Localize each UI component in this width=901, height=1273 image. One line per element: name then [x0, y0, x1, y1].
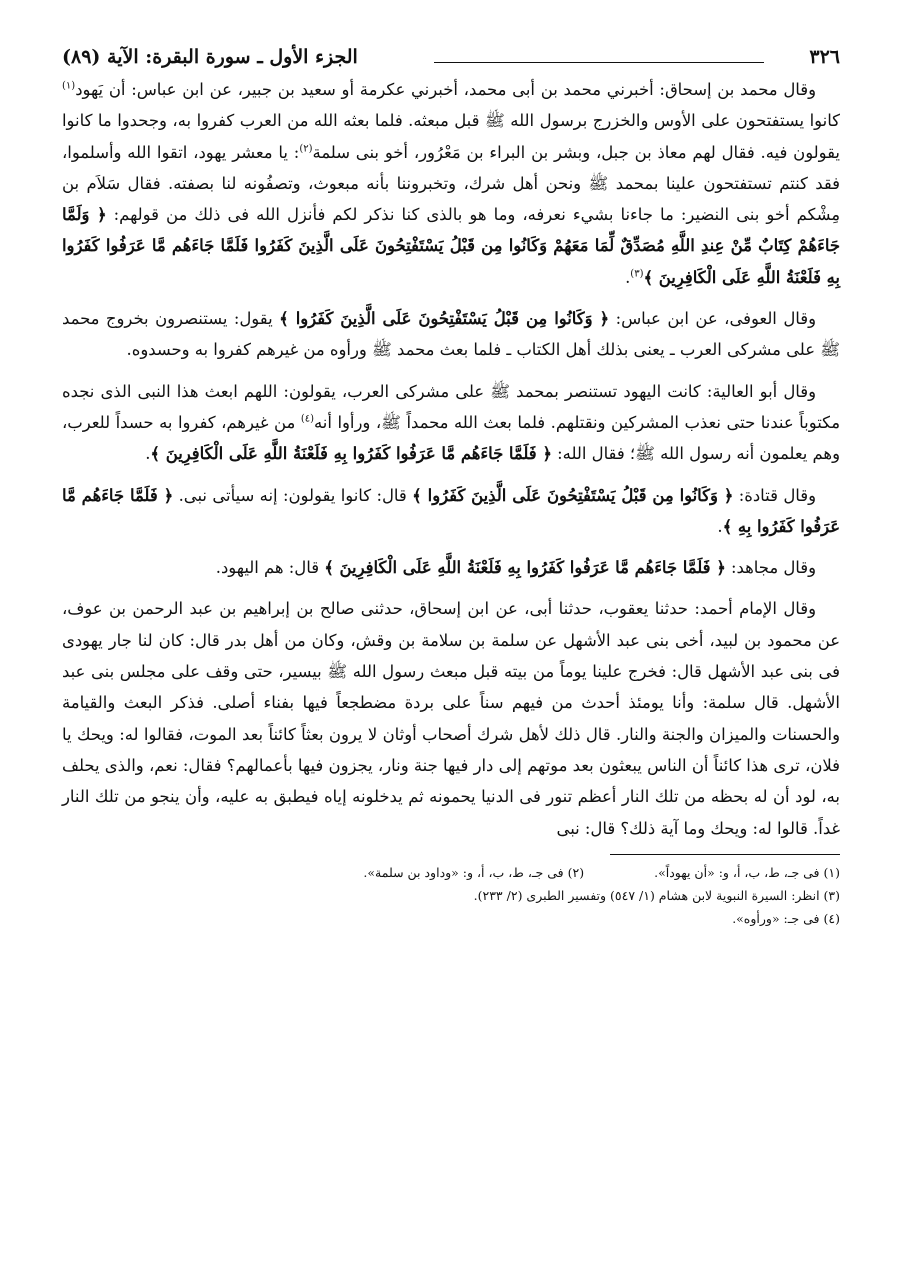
text-run: وقال قتادة: — [733, 485, 816, 505]
text-run: يقول: يستنصرون بخروج محمد ﷺ على مشركى العرب ـ يعنى بذلك أهل الكتاب ـ فلما بعث محمد ﷺ ورأوه من غيرهم كفروا به وحسدوه. — [62, 309, 840, 360]
paragraph — [62, 480, 840, 543]
paragraph — [62, 74, 840, 293]
footnotes — [62, 861, 840, 930]
header-rule — [434, 62, 764, 63]
quran-verse: ﴿ وَكَانُوا مِن قَبْلُ يَسْتَفْتِحُونَ عَلَى الَّذِينَ كَفَرُوا ﴾ — [412, 485, 734, 505]
page-number: ٣٢٦ — [809, 46, 840, 68]
text-run: . — [717, 516, 723, 536]
text-run: وقال مجاهد: — [725, 558, 816, 578]
footnote-marker: (٤) — [300, 413, 315, 425]
footnote-4: (٤) فى جـ: «ورأوه». — [732, 910, 840, 926]
footnote-marker: (٢) — [299, 143, 313, 155]
quran-verse: ﴿ فَلَمَّا جَاءَهُم مَّا عَرَفُوا كَفَرُوا بِهِ ﴾ — [62, 485, 840, 536]
text-run: وقال الإمام أحمد: حدثنا يعقوب، حدثنا أبى، عن ابن إسحاق، حدثنى صالح بن إبراهيم بن عبد الرحمن بن عوف، عن محمود بن لبيد، أخى بنى عبد الأشهل عن سلمة بن سلامة بن وقش، وكان من أهل بدر قال: كان لنا جار يهودى فى بنى عبد الأشهل قال: فخرج علينا يوماً من بيته قبل مبعث رسول الله ﷺ بيسير، حتى وقف على مجلس بنى عبد الأشهل. قال سلمة: وأنا يومئذ أحدث من فيهم سناً على بردة مضطجعاً فيها بفناء أصلى. فذكر البعث والقيامة والحسنات والميزان والجنة والنار. قال ذلك لأهل شرك أصحاب أوثان لا يرون بعثاً كائناً بعد الموت، فقالوا له: ويحك يا فلان، ترى هذا كائناً أن الناس يبعثون بعد موتهم إلى دار فيها جنة ونار، يجزون فيها بأعمالهم؟ فقال: نعم، والذى يحلف به، لود أن له بحظه من تلك النار أعظم تنور فى الدنيا يحمونه ثم يدخلونه إياه فيطبق به عليه، وأن ينجو من تلك النار غداً. قالوا له: ويحك وما آية ذلك؟ قال: نبى — [62, 599, 840, 838]
text-run: كانوا يستفتحون على الأوس والخزرج برسول الله ﷺ قبل مبعثه. فلما بعثه الله من العرب كفروا به، وجحدوا ما كانوا يقولون فيه. فقال لهم معاذ بن جبل، وبشر بن البراء بن مَعْرُور، أخو بنى سلمة — [62, 111, 840, 162]
footnote-marker: (٣) — [630, 268, 644, 280]
paragraph — [62, 552, 840, 583]
running-title: الجزء الأول ـ سورة البقرة: الآية (٨٩) — [62, 46, 358, 68]
text-run: من غيرهم، كفروا به حسداً للعرب، وهم يعلمون أنه رسول الله ﷺ؛ فقال الله: — [62, 412, 840, 464]
paragraph — [62, 303, 840, 366]
footnote-2: (٢) فى جـ، ط، ب، أ، و: «وداود بن سلمة». — [363, 864, 585, 880]
quran-verse: ﴿ وَلَمَّا جَاءَهُمْ كِتَابٌ مِّنْ عِندِ اللَّهِ مُصَدِّقٌ لِّمَا مَعَهُمْ وَكَانُوا مِن قَبْلُ يَسْتَفْتِحُونَ عَلَى الَّذِينَ كَفَرُوا فَلَمَّا جَاءَهُم مَّا عَرَفُوا كَفَرُوا بِهِ فَلَعْنَةُ اللَّهِ عَلَى الْكَافِرِينَ ﴾ — [62, 205, 840, 287]
text-run: وقال العوفى، عن ابن عباس: — [609, 309, 817, 329]
footnote-1: (١) فى جـ، ط، ب، أ، و: «أن يهوداً». — [654, 864, 840, 880]
quran-verse: ﴿ فَلَمَّا جَاءَهُم مَّا عَرَفُوا كَفَرُوا بِهِ فَلَعْنَةُ اللَّهِ عَلَى الْكَافِرِينَ ﴾ — [150, 444, 552, 464]
text-run: قال: كانوا يقولون: إنه سيأتى نبى. — [173, 485, 413, 505]
text-run: وقال محمد بن إسحاق: أخبرني محمد بن أبى محمد، أخبرني عكرمة أو سعيد بن جبير، عن ابن عباس: أن يَهود — [75, 80, 816, 99]
page-header — [62, 40, 840, 74]
footnote-3: (٣) انظر: السيرة النبوية لابن هشام (١/ ٥٤٧) وتفسير الطبرى (٢/ ٢٣٣). — [473, 887, 840, 903]
paragraph — [62, 593, 840, 843]
main-text — [62, 74, 840, 844]
text-run: قال: هم اليهود. — [215, 558, 325, 578]
quran-verse: ﴿ وَكَانُوا مِن قَبْلُ يَسْتَفْتِحُونَ عَلَى الَّذِينَ كَفَرُوا ﴾ — [279, 309, 610, 329]
footnote-row — [62, 861, 840, 884]
text-run: . — [625, 267, 631, 287]
text-run: : يا معشر يهود، اتقوا الله وأسلموا، فقد كنتم تستفتحون علينا بمحمد ﷺ ونحن أهل شرك، وتخبروننا بأنه مبعوث، وتصفُونه لنا بصفته. فقال سَلاَم بن مِشْكم أخو بنى النضير: ما جاءنا بشيء نعرفه، وما هو بالذى كنا نذكر لكم فأنزل الله فى ذلك من قولهم: — [62, 142, 840, 225]
text-run: . — [145, 444, 151, 464]
footnote-rule — [610, 854, 840, 855]
text-run: وقال أبو العالية: كانت اليهود تستنصر بمحمد ﷺ على مشركى العرب، يقولون: اللهم ابعث هذا النبى الذى نجده مكتوباً عندنا حتى نعذب المشركين ونقتلهم. فلما بعث الله محمداً ﷺ، ورأوا أنه — [62, 381, 840, 432]
footnote-marker: (١) — [62, 80, 76, 92]
book-page — [62, 40, 840, 1220]
paragraph — [62, 376, 840, 470]
quran-verse: ﴿ فَلَمَّا جَاءَهُم مَّا عَرَفُوا كَفَرُوا بِهِ فَلَعْنَةُ اللَّهِ عَلَى الْكَافِرِينَ ﴾ — [324, 558, 726, 578]
